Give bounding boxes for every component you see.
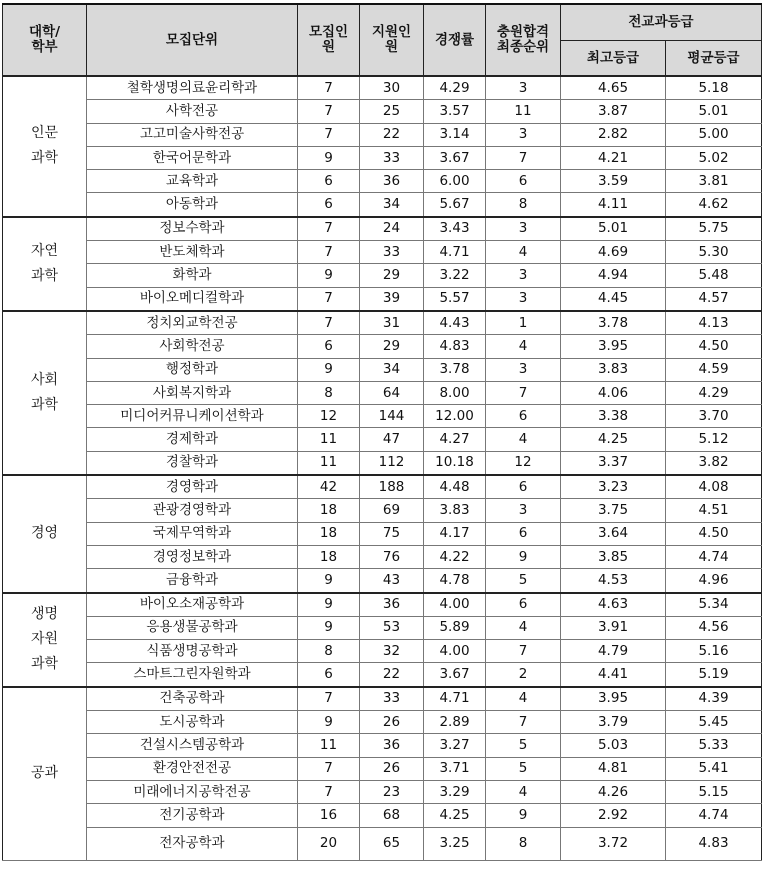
ratio-cell: 4.00 xyxy=(424,640,486,663)
quota-cell: 6 xyxy=(298,335,360,358)
unit-cell: 스마트그린자원학과 xyxy=(87,663,298,687)
header-unit xyxy=(87,4,298,76)
quota-cell: 18 xyxy=(298,545,360,568)
applicants-cell: 22 xyxy=(360,663,424,687)
admission-results-table xyxy=(2,3,762,861)
applicants-cell: 68 xyxy=(360,804,424,827)
college-group-cell xyxy=(3,311,87,475)
final-rank-cell: 7 xyxy=(486,640,561,663)
quota-cell: 16 xyxy=(298,804,360,827)
best-grade-cell: 4.45 xyxy=(561,287,666,311)
final-rank-cell: 7 xyxy=(486,711,561,734)
unit-cell: 아동학과 xyxy=(87,193,298,217)
final-rank-cell: 5 xyxy=(486,757,561,780)
applicants-cell: 31 xyxy=(360,311,424,335)
college-group-cell xyxy=(3,593,87,687)
applicants-cell: 75 xyxy=(360,522,424,545)
ratio-cell: 2.89 xyxy=(424,711,486,734)
ratio-cell: 3.57 xyxy=(424,100,486,123)
table-row xyxy=(3,663,762,687)
unit-cell: 고고미술사학전공 xyxy=(87,123,298,146)
best-grade-cell: 3.64 xyxy=(561,522,666,545)
header-quota-label: 모집인 원 xyxy=(308,24,349,55)
final-rank-cell: 3 xyxy=(486,499,561,522)
applicants-cell: 188 xyxy=(360,475,424,499)
avg-grade-cell: 5.48 xyxy=(666,264,762,287)
unit-cell: 국제무역학과 xyxy=(87,522,298,545)
header-unit-label: 모집단위 xyxy=(165,31,219,48)
avg-grade-cell: 4.74 xyxy=(666,804,762,827)
applicants-cell: 43 xyxy=(360,569,424,593)
best-grade-cell: 3.37 xyxy=(561,451,666,475)
applicants-cell: 25 xyxy=(360,100,424,123)
ratio-cell: 5.89 xyxy=(424,616,486,639)
applicants-cell: 36 xyxy=(360,170,424,193)
final-rank-cell: 9 xyxy=(486,545,561,568)
unit-cell: 전기공학과 xyxy=(87,804,298,827)
best-grade-cell: 2.92 xyxy=(561,804,666,827)
ratio-cell: 4.71 xyxy=(424,241,486,264)
quota-cell: 9 xyxy=(298,593,360,617)
unit-cell: 한국어문학과 xyxy=(87,146,298,169)
applicants-cell: 65 xyxy=(360,827,424,860)
unit-cell: 환경안전전공 xyxy=(87,757,298,780)
best-grade-cell: 4.81 xyxy=(561,757,666,780)
quota-cell: 7 xyxy=(298,217,360,241)
quota-cell: 12 xyxy=(298,405,360,428)
unit-cell: 관광경영학과 xyxy=(87,499,298,522)
final-rank-cell: 9 xyxy=(486,804,561,827)
table-row xyxy=(3,734,762,757)
quota-cell: 7 xyxy=(298,311,360,335)
final-rank-cell: 3 xyxy=(486,287,561,311)
quota-cell: 7 xyxy=(298,76,360,100)
unit-cell: 응용생물공학과 xyxy=(87,616,298,639)
best-grade-cell: 4.94 xyxy=(561,264,666,287)
table-row xyxy=(3,640,762,663)
table-row xyxy=(3,405,762,428)
avg-grade-cell: 5.18 xyxy=(666,76,762,100)
table-row xyxy=(3,569,762,593)
final-rank-cell: 2 xyxy=(486,663,561,687)
best-grade-cell: 3.91 xyxy=(561,616,666,639)
avg-grade-cell: 4.83 xyxy=(666,827,762,860)
table-row xyxy=(3,499,762,522)
unit-cell: 정치외교학전공 xyxy=(87,311,298,335)
table-row xyxy=(3,311,762,335)
table-row xyxy=(3,522,762,545)
table-row xyxy=(3,146,762,169)
ratio-cell: 6.00 xyxy=(424,170,486,193)
college-group-label: 인문 과학 xyxy=(30,125,59,167)
avg-grade-cell: 3.70 xyxy=(666,405,762,428)
applicants-cell: 36 xyxy=(360,593,424,617)
unit-cell: 경영정보학과 xyxy=(87,545,298,568)
final-rank-cell: 6 xyxy=(486,405,561,428)
header-college-label: 대학/ 학부 xyxy=(28,24,60,55)
final-rank-cell: 3 xyxy=(486,76,561,100)
avg-grade-cell: 4.96 xyxy=(666,569,762,593)
quota-cell: 8 xyxy=(298,640,360,663)
college-group-cell xyxy=(3,76,87,217)
quota-cell: 9 xyxy=(298,569,360,593)
best-grade-cell: 3.59 xyxy=(561,170,666,193)
ratio-cell: 4.71 xyxy=(424,687,486,711)
ratio-cell: 4.17 xyxy=(424,522,486,545)
table-row xyxy=(3,687,762,711)
final-rank-cell: 4 xyxy=(486,687,561,711)
applicants-cell: 30 xyxy=(360,76,424,100)
applicants-cell: 29 xyxy=(360,335,424,358)
final-rank-cell: 7 xyxy=(486,381,561,404)
ratio-cell: 4.00 xyxy=(424,593,486,617)
avg-grade-cell: 4.62 xyxy=(666,193,762,217)
college-group-label: 생명 자원 과학 xyxy=(30,606,59,673)
unit-cell: 미디어커뮤니케이션학과 xyxy=(87,405,298,428)
table-row xyxy=(3,428,762,451)
best-grade-cell: 4.06 xyxy=(561,381,666,404)
header-quota xyxy=(298,4,360,76)
unit-cell: 미래에너지공학전공 xyxy=(87,780,298,803)
applicants-cell: 32 xyxy=(360,640,424,663)
final-rank-cell: 6 xyxy=(486,522,561,545)
avg-grade-cell: 5.16 xyxy=(666,640,762,663)
applicants-cell: 47 xyxy=(360,428,424,451)
college-group-label: 자연 과학 xyxy=(30,242,59,284)
header-grade-group-label: 전교과등급 xyxy=(628,14,694,30)
unit-cell: 행정학과 xyxy=(87,358,298,381)
applicants-cell: 144 xyxy=(360,405,424,428)
admission-results-sheet xyxy=(2,3,761,861)
ratio-cell: 4.27 xyxy=(424,428,486,451)
college-group-cell xyxy=(3,217,87,311)
quota-cell: 6 xyxy=(298,663,360,687)
avg-grade-cell: 4.56 xyxy=(666,616,762,639)
quota-cell: 6 xyxy=(298,170,360,193)
table-row xyxy=(3,264,762,287)
header-ratio xyxy=(424,4,486,76)
ratio-cell: 3.67 xyxy=(424,146,486,169)
final-rank-cell: 4 xyxy=(486,428,561,451)
final-rank-cell: 5 xyxy=(486,569,561,593)
final-rank-cell: 4 xyxy=(486,241,561,264)
header-grade-group xyxy=(561,4,762,41)
avg-grade-cell: 3.81 xyxy=(666,170,762,193)
final-rank-cell: 11 xyxy=(486,100,561,123)
header-college xyxy=(3,4,87,76)
ratio-cell: 3.29 xyxy=(424,780,486,803)
ratio-cell: 12.00 xyxy=(424,405,486,428)
college-group-cell xyxy=(3,687,87,860)
applicants-cell: 23 xyxy=(360,780,424,803)
table-row xyxy=(3,475,762,499)
avg-grade-cell: 4.51 xyxy=(666,499,762,522)
quota-cell: 7 xyxy=(298,687,360,711)
final-rank-cell: 12 xyxy=(486,451,561,475)
applicants-cell: 112 xyxy=(360,451,424,475)
quota-cell: 18 xyxy=(298,499,360,522)
ratio-cell: 4.83 xyxy=(424,335,486,358)
final-rank-cell: 3 xyxy=(486,264,561,287)
table-row xyxy=(3,827,762,860)
table-row xyxy=(3,241,762,264)
final-rank-cell: 4 xyxy=(486,616,561,639)
header-avg-grade xyxy=(666,41,762,77)
quota-cell: 9 xyxy=(298,358,360,381)
unit-cell: 정보수학과 xyxy=(87,217,298,241)
applicants-cell: 33 xyxy=(360,146,424,169)
best-grade-cell: 3.95 xyxy=(561,335,666,358)
applicants-cell: 34 xyxy=(360,193,424,217)
avg-grade-cell: 3.82 xyxy=(666,451,762,475)
table-row xyxy=(3,711,762,734)
best-grade-cell: 4.63 xyxy=(561,593,666,617)
header-applicants xyxy=(360,4,424,76)
quota-cell: 20 xyxy=(298,827,360,860)
applicants-cell: 76 xyxy=(360,545,424,568)
avg-grade-cell: 5.45 xyxy=(666,711,762,734)
applicants-cell: 26 xyxy=(360,757,424,780)
avg-grade-cell: 4.29 xyxy=(666,381,762,404)
unit-cell: 금융학과 xyxy=(87,569,298,593)
ratio-cell: 3.67 xyxy=(424,663,486,687)
best-grade-cell: 3.95 xyxy=(561,687,666,711)
ratio-cell: 4.43 xyxy=(424,311,486,335)
final-rank-cell: 6 xyxy=(486,593,561,617)
ratio-cell: 3.83 xyxy=(424,499,486,522)
unit-cell: 반도체학과 xyxy=(87,241,298,264)
avg-grade-cell: 4.13 xyxy=(666,311,762,335)
best-grade-cell: 3.83 xyxy=(561,358,666,381)
table-row xyxy=(3,451,762,475)
table-row xyxy=(3,193,762,217)
unit-cell: 사회학전공 xyxy=(87,335,298,358)
table-row xyxy=(3,335,762,358)
quota-cell: 7 xyxy=(298,757,360,780)
final-rank-cell: 6 xyxy=(486,475,561,499)
quota-cell: 9 xyxy=(298,264,360,287)
unit-cell: 건축공학과 xyxy=(87,687,298,711)
quota-cell: 7 xyxy=(298,287,360,311)
final-rank-cell: 8 xyxy=(486,827,561,860)
quota-cell: 42 xyxy=(298,475,360,499)
best-grade-cell: 3.23 xyxy=(561,475,666,499)
quota-cell: 7 xyxy=(298,123,360,146)
ratio-cell: 4.25 xyxy=(424,804,486,827)
ratio-cell: 3.22 xyxy=(424,264,486,287)
best-grade-cell: 3.85 xyxy=(561,545,666,568)
header-best-grade-label: 최고등급 xyxy=(586,49,640,66)
quota-cell: 7 xyxy=(298,100,360,123)
applicants-cell: 33 xyxy=(360,241,424,264)
best-grade-cell: 4.53 xyxy=(561,569,666,593)
best-grade-cell: 5.01 xyxy=(561,217,666,241)
applicants-cell: 34 xyxy=(360,358,424,381)
ratio-cell: 3.25 xyxy=(424,827,486,860)
ratio-cell: 5.57 xyxy=(424,287,486,311)
final-rank-cell: 7 xyxy=(486,146,561,169)
final-rank-cell: 3 xyxy=(486,358,561,381)
header-best-grade xyxy=(561,41,666,77)
applicants-cell: 36 xyxy=(360,734,424,757)
quota-cell: 6 xyxy=(298,193,360,217)
best-grade-cell: 3.38 xyxy=(561,405,666,428)
ratio-cell: 4.29 xyxy=(424,76,486,100)
unit-cell: 철학생명의료윤리학과 xyxy=(87,76,298,100)
header-avg-grade-label: 평균등급 xyxy=(687,49,740,66)
quota-cell: 11 xyxy=(298,734,360,757)
ratio-cell: 3.71 xyxy=(424,757,486,780)
applicants-cell: 29 xyxy=(360,264,424,287)
ratio-cell: 3.78 xyxy=(424,358,486,381)
header-final-rank-label: 충원합격 최종순위 xyxy=(496,24,550,55)
ratio-cell: 3.14 xyxy=(424,123,486,146)
best-grade-cell: 4.25 xyxy=(561,428,666,451)
table-row xyxy=(3,287,762,311)
applicants-cell: 22 xyxy=(360,123,424,146)
avg-grade-cell: 4.59 xyxy=(666,358,762,381)
unit-cell: 바이오메디컬학과 xyxy=(87,287,298,311)
final-rank-cell: 3 xyxy=(486,217,561,241)
final-rank-cell: 8 xyxy=(486,193,561,217)
table-body xyxy=(3,76,762,860)
college-group-label: 경영 xyxy=(30,525,59,542)
table-row xyxy=(3,358,762,381)
best-grade-cell: 3.78 xyxy=(561,311,666,335)
avg-grade-cell: 4.39 xyxy=(666,687,762,711)
table-row xyxy=(3,100,762,123)
ratio-cell: 10.18 xyxy=(424,451,486,475)
best-grade-cell: 4.21 xyxy=(561,146,666,169)
college-group-cell xyxy=(3,475,87,592)
avg-grade-cell: 5.19 xyxy=(666,663,762,687)
unit-cell: 경영학과 xyxy=(87,475,298,499)
table-row xyxy=(3,780,762,803)
header-applicants-label: 지원인 원 xyxy=(371,24,412,55)
ratio-cell: 4.48 xyxy=(424,475,486,499)
applicants-cell: 26 xyxy=(360,711,424,734)
unit-cell: 교육학과 xyxy=(87,170,298,193)
ratio-cell: 8.00 xyxy=(424,381,486,404)
table-row xyxy=(3,545,762,568)
unit-cell: 도시공학과 xyxy=(87,711,298,734)
unit-cell: 경찰학과 xyxy=(87,451,298,475)
quota-cell: 18 xyxy=(298,522,360,545)
unit-cell: 전자공학과 xyxy=(87,827,298,860)
unit-cell: 사회복지학과 xyxy=(87,381,298,404)
ratio-cell: 4.78 xyxy=(424,569,486,593)
ratio-cell: 4.22 xyxy=(424,545,486,568)
best-grade-cell: 3.87 xyxy=(561,100,666,123)
unit-cell: 바이오소재공학과 xyxy=(87,593,298,617)
avg-grade-cell: 5.00 xyxy=(666,123,762,146)
table-row xyxy=(3,593,762,617)
avg-grade-cell: 4.50 xyxy=(666,522,762,545)
table-row xyxy=(3,76,762,100)
avg-grade-cell: 5.34 xyxy=(666,593,762,617)
best-grade-cell: 2.82 xyxy=(561,123,666,146)
best-grade-cell: 5.03 xyxy=(561,734,666,757)
quota-cell: 11 xyxy=(298,451,360,475)
avg-grade-cell: 4.57 xyxy=(666,287,762,311)
ratio-cell: 5.67 xyxy=(424,193,486,217)
avg-grade-cell: 5.30 xyxy=(666,241,762,264)
avg-grade-cell: 4.08 xyxy=(666,475,762,499)
quota-cell: 9 xyxy=(298,146,360,169)
final-rank-cell: 1 xyxy=(486,311,561,335)
best-grade-cell: 3.75 xyxy=(561,499,666,522)
best-grade-cell: 3.79 xyxy=(561,711,666,734)
avg-grade-cell: 5.33 xyxy=(666,734,762,757)
applicants-cell: 39 xyxy=(360,287,424,311)
best-grade-cell: 4.11 xyxy=(561,193,666,217)
unit-cell: 경제학과 xyxy=(87,428,298,451)
ratio-cell: 3.43 xyxy=(424,217,486,241)
applicants-cell: 24 xyxy=(360,217,424,241)
final-rank-cell: 6 xyxy=(486,170,561,193)
final-rank-cell: 3 xyxy=(486,123,561,146)
final-rank-cell: 5 xyxy=(486,734,561,757)
avg-grade-cell: 4.74 xyxy=(666,545,762,568)
header-ratio-label: 경쟁률 xyxy=(434,31,475,48)
avg-grade-cell: 5.75 xyxy=(666,217,762,241)
avg-grade-cell: 4.50 xyxy=(666,335,762,358)
best-grade-cell: 3.72 xyxy=(561,827,666,860)
quota-cell: 7 xyxy=(298,780,360,803)
quota-cell: 9 xyxy=(298,616,360,639)
table-row xyxy=(3,217,762,241)
final-rank-cell: 4 xyxy=(486,780,561,803)
quota-cell: 7 xyxy=(298,241,360,264)
table-row xyxy=(3,123,762,146)
applicants-cell: 69 xyxy=(360,499,424,522)
ratio-cell: 3.27 xyxy=(424,734,486,757)
applicants-cell: 53 xyxy=(360,616,424,639)
applicants-cell: 64 xyxy=(360,381,424,404)
applicants-cell: 33 xyxy=(360,687,424,711)
unit-cell: 사학전공 xyxy=(87,100,298,123)
avg-grade-cell: 5.01 xyxy=(666,100,762,123)
table-row xyxy=(3,757,762,780)
final-rank-cell: 4 xyxy=(486,335,561,358)
quota-cell: 8 xyxy=(298,381,360,404)
table-row xyxy=(3,804,762,827)
avg-grade-cell: 5.41 xyxy=(666,757,762,780)
unit-cell: 건설시스템공학과 xyxy=(87,734,298,757)
avg-grade-cell: 5.12 xyxy=(666,428,762,451)
header-final-rank xyxy=(486,4,561,76)
best-grade-cell: 4.26 xyxy=(561,780,666,803)
best-grade-cell: 4.41 xyxy=(561,663,666,687)
table-row xyxy=(3,616,762,639)
college-group-label: 공과 xyxy=(30,765,59,782)
table-row xyxy=(3,381,762,404)
best-grade-cell: 4.65 xyxy=(561,76,666,100)
best-grade-cell: 4.69 xyxy=(561,241,666,264)
avg-grade-cell: 5.15 xyxy=(666,780,762,803)
unit-cell: 식품생명공학과 xyxy=(87,640,298,663)
quota-cell: 9 xyxy=(298,711,360,734)
quota-cell: 11 xyxy=(298,428,360,451)
avg-grade-cell: 5.02 xyxy=(666,146,762,169)
table-row xyxy=(3,170,762,193)
unit-cell: 화학과 xyxy=(87,264,298,287)
best-grade-cell: 4.79 xyxy=(561,640,666,663)
college-group-label: 사회 과학 xyxy=(30,372,59,413)
